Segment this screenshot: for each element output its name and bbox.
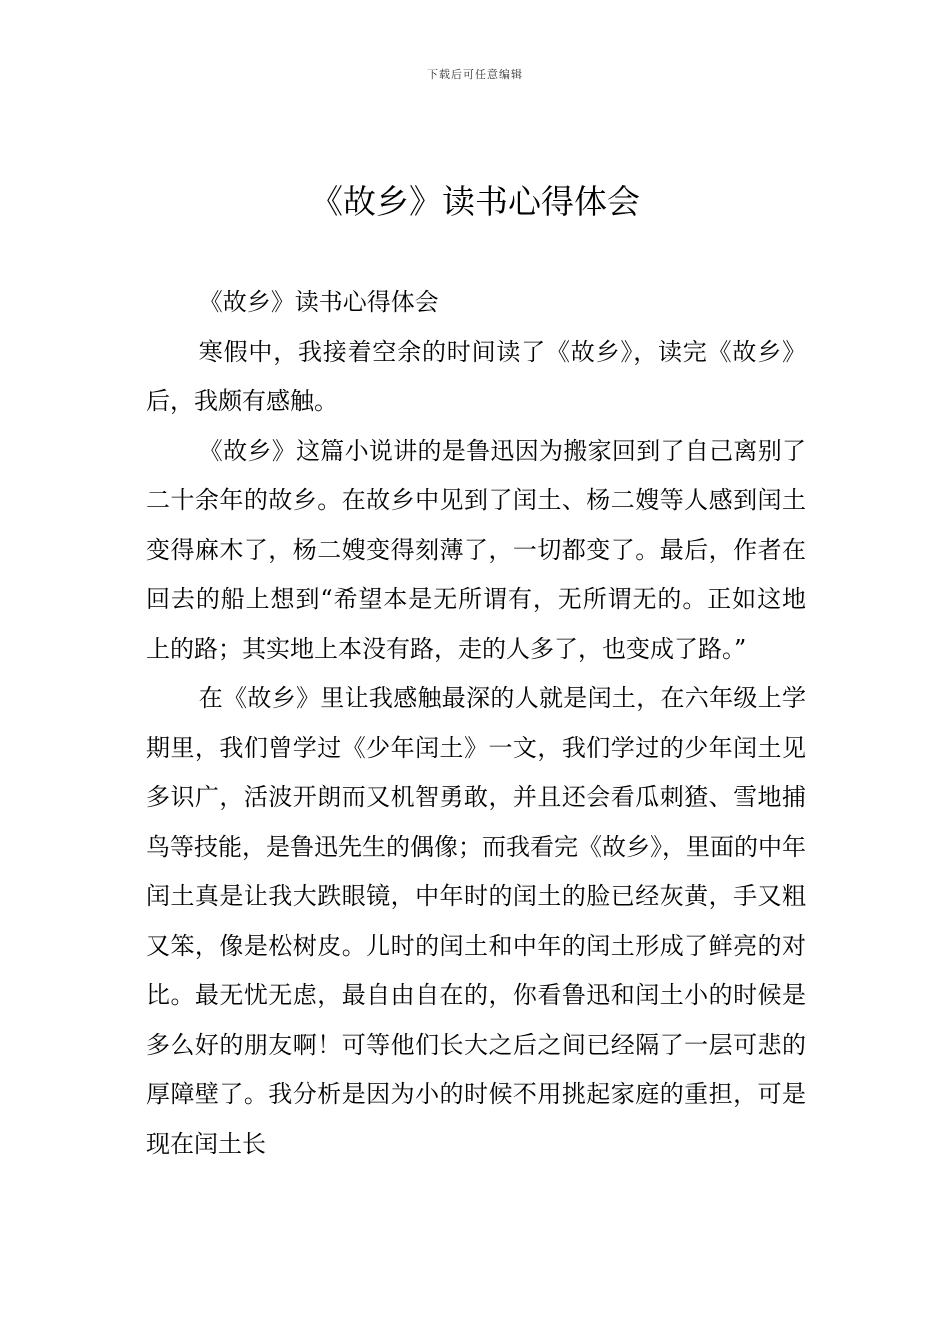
document-body bbox=[146, 278, 806, 1169]
document-title: 《故乡》读书心得体会 bbox=[310, 182, 640, 221]
paragraph: 《故乡》这篇小说讲的是鲁迅因为搬家回到了自己离别了二十余年的故乡。在故乡中见到了闰土、杨二嫂等人感到闰土变得麻木了，杨二嫂变得刻薄了，一切都变了。最后，作者在回去的船上想到“希望本是无所谓有，无所谓无的。正如这地上的路；其实地上本没有路，走的人多了，也变成了路。” bbox=[146, 436, 806, 663]
paragraph: 寒假中，我接着空余的时间读了《故乡》，读完《故乡》后，我颇有感触。 bbox=[146, 337, 806, 415]
paragraph-subtitle: 《故乡》读书心得体会 bbox=[198, 288, 439, 316]
paragraph: 在《故乡》里让我感触最深的人就是闰土，在六年级上学期里，我们曾学过《少年闰土》一文，我们学过的少年闰土见多识广，活波开朗而又机智勇敢，并且还会看瓜刺猹、雪地捕鸟等技能，是鲁迅先生的偶像；而我看完《故乡》，里面的中年闰土真是让我大跌眼镜，中年时的闰土的脸已经灰黄，手又粗又笨，像是松树皮。儿时的闰土和中年的闰土形成了鲜亮的对比。最无忧无虑，最自由自在的，你看鲁迅和闰土小的时候是多么好的朋友啊！可等他们长大之后之间已经隔了一层可悲的厚障壁了。我分析是因为小的时候不用挑起家庭的重担，可是现在闰土长 bbox=[146, 684, 806, 1158]
page-header-note: 下载后可任意编辑 bbox=[427, 68, 523, 81]
